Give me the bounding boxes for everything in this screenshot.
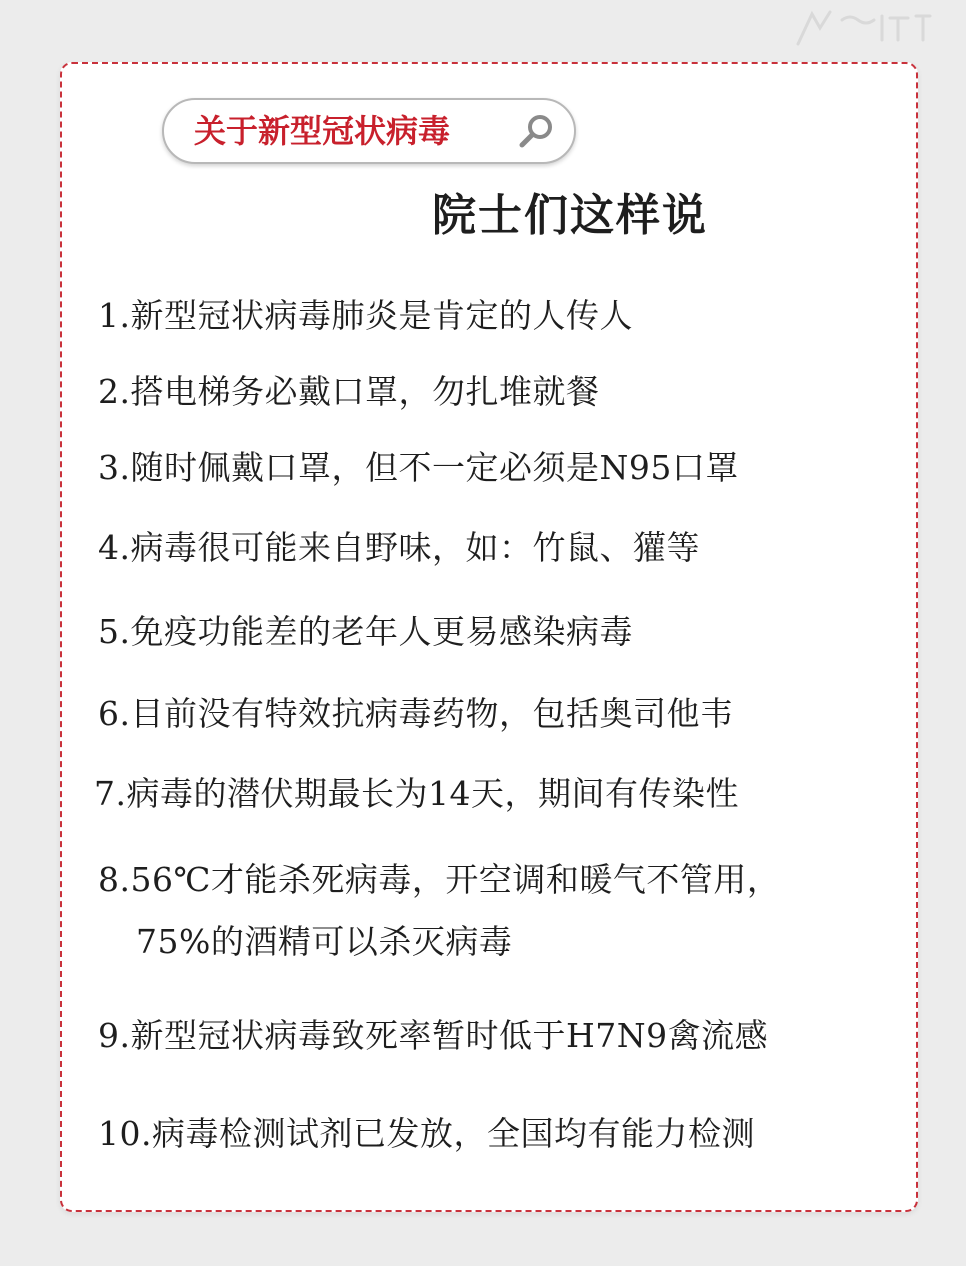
search-pill-text: 关于新型冠状病毒	[194, 112, 451, 150]
item-text: 目前没有特效抗病毒药物，包括奥司他韦	[130, 694, 734, 733]
item-text: 病毒很可能来自野味，如：竹鼠、獾等	[130, 528, 700, 567]
list-item-1	[98, 284, 898, 348]
list-item-10	[98, 1102, 898, 1166]
item-number: 2.	[98, 372, 131, 411]
item-text: 病毒检测试剂已发放，全国均有能力检测	[151, 1114, 755, 1153]
item-number: 10.	[98, 1114, 152, 1153]
item-number: 4.	[98, 528, 131, 567]
item-text: 新型冠状病毒肺炎是肯定的人传人	[130, 296, 633, 335]
item-text: 搭电梯务必戴口罩，勿扎堆就餐	[130, 372, 600, 411]
list-item-6	[98, 682, 898, 746]
item-number: 7.	[94, 774, 127, 813]
content-card	[60, 62, 918, 1212]
item-text: 免疫功能差的老年人更易感染病毒	[130, 612, 633, 651]
list-item-3	[98, 436, 898, 500]
item-text-continuation: 75%的酒精可以杀灭病毒	[136, 922, 513, 961]
list-item-2	[98, 360, 898, 424]
list-item-9	[98, 1004, 898, 1068]
item-text: 病毒的潜伏期最长为14天，期间有传染性	[126, 774, 739, 813]
item-number: 5.	[98, 612, 131, 651]
list-item-7	[94, 762, 894, 826]
page-subtitle: 院士们这样说	[432, 190, 708, 241]
item-number: 6.	[98, 694, 131, 733]
item-number: 1.	[98, 296, 131, 335]
item-number: 3.	[98, 448, 131, 487]
item-text: 56℃才能杀死病毒，开空调和暖气不管用，	[130, 860, 781, 899]
item-text: 新型冠状病毒致死率暂时低于H7N9禽流感	[130, 1016, 769, 1055]
item-number: 8.	[98, 860, 131, 899]
list-item-4	[98, 516, 898, 580]
item-text: 随时佩戴口罩，但不一定必须是N95口罩	[130, 448, 739, 487]
watermark-logo	[790, 6, 940, 50]
list-item-5	[98, 600, 898, 664]
search-pill[interactable]	[162, 98, 576, 164]
list-item-8	[98, 848, 898, 974]
magnifier-icon[interactable]	[518, 112, 556, 150]
item-number: 9.	[98, 1016, 131, 1055]
